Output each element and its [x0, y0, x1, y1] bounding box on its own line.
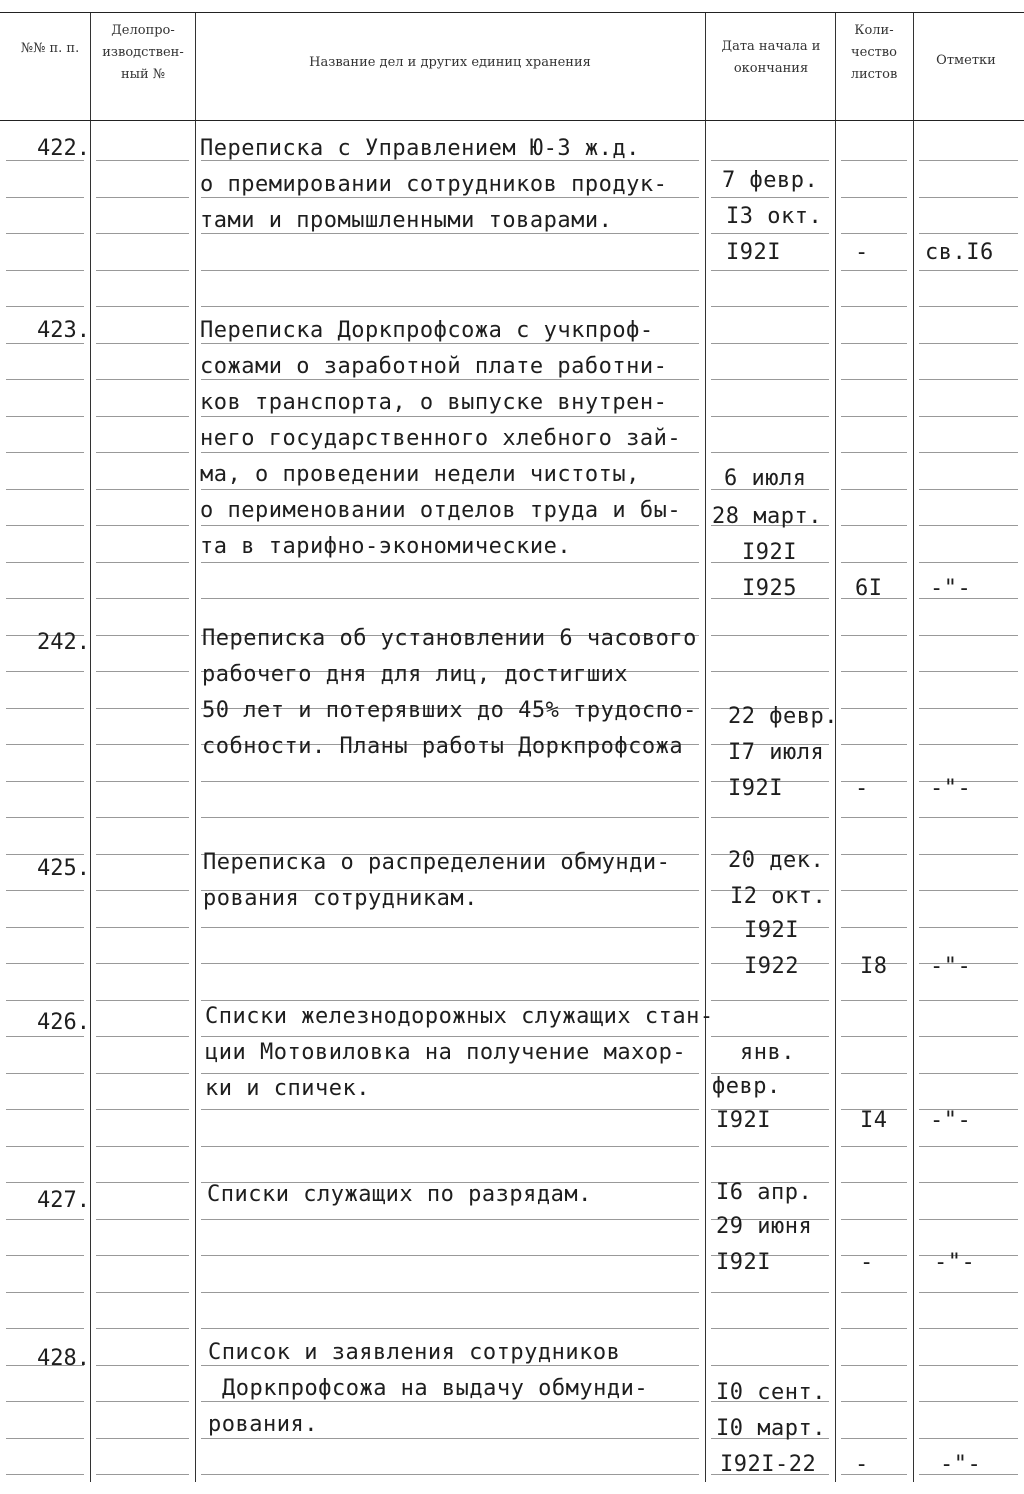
record-sheets: - [855, 240, 869, 265]
ruled-line [841, 854, 907, 855]
ruled-line [96, 927, 189, 928]
record-sheets: - [855, 776, 869, 801]
record-date: 7 февр. [722, 168, 819, 193]
ruled-line [6, 1073, 84, 1074]
record-number: 428. [37, 1346, 90, 1371]
record-title-line: та в тарифно-экономические. [200, 534, 572, 559]
ruled-line [841, 197, 907, 198]
ruled-line [841, 1328, 907, 1329]
ruled-line [919, 379, 1018, 380]
record-title-line: ма, о проведении недели чистоты, [200, 462, 640, 487]
ruled-line [919, 562, 1018, 563]
ruled-line [711, 233, 829, 234]
record-date: 22 февр. [728, 704, 838, 729]
record-date: 29 июня [716, 1214, 813, 1239]
ruled-line [841, 1365, 907, 1366]
record-date: I92I [742, 540, 797, 565]
record-date: янв. [740, 1040, 795, 1065]
ruled-line [6, 1401, 84, 1402]
ruled-line [96, 525, 189, 526]
ruled-line [201, 1474, 699, 1475]
record-sheets: I8 [860, 954, 888, 979]
record-number: 422. [37, 136, 90, 161]
ruled-line [6, 562, 84, 563]
ruled-line [96, 1401, 189, 1402]
ruled-line [96, 1146, 189, 1147]
ruled-line [96, 197, 189, 198]
ruled-line [6, 233, 84, 234]
ruled-line [6, 927, 84, 928]
ruled-line [96, 416, 189, 417]
ruled-line [96, 1438, 189, 1439]
ruled-line [6, 525, 84, 526]
record-title-line: тами и промышленными товарами. [200, 208, 613, 233]
ruled-line [96, 744, 189, 745]
ruled-line [96, 1036, 189, 1037]
ruled-line [711, 270, 829, 271]
ruled-line [841, 1146, 907, 1147]
ruled-line [841, 343, 907, 344]
ruled-line [96, 562, 189, 563]
record-note: -"- [930, 1108, 972, 1133]
ruled-line [96, 635, 189, 636]
ruled-line [6, 489, 84, 490]
ruled-line [201, 1036, 699, 1037]
header-top-rule [0, 12, 1024, 13]
ruled-line [841, 671, 907, 672]
ruled-line [711, 1036, 829, 1037]
record-date: I0 сент. [716, 1380, 826, 1405]
ruled-line [841, 781, 907, 782]
ruled-line [96, 890, 189, 891]
ruled-line [201, 1401, 699, 1402]
ruled-line [919, 343, 1018, 344]
record-title-line: Доркпрофсожа на выдачу обмунди- [222, 1376, 649, 1401]
ruled-line [96, 1255, 189, 1256]
ruled-line [6, 1255, 84, 1256]
column-divider [913, 12, 914, 1482]
ruled-line [919, 854, 1018, 855]
ruled-line [919, 927, 1018, 928]
ruled-line [919, 1146, 1018, 1147]
ruled-line [201, 525, 699, 526]
ruled-line [841, 635, 907, 636]
ruled-line [6, 1182, 84, 1183]
ruled-line [6, 1146, 84, 1147]
ruled-line [841, 452, 907, 453]
ruled-line [96, 306, 189, 307]
record-date: I92I [726, 240, 781, 265]
ruled-line [6, 270, 84, 271]
ruled-line [711, 635, 829, 636]
ruled-line [6, 1438, 84, 1439]
record-note: -"- [934, 1250, 976, 1275]
ruled-line [201, 562, 699, 563]
header-dates: Дата начала и окончания [721, 39, 821, 76]
ruled-line [96, 1182, 189, 1183]
ruled-line [919, 1292, 1018, 1293]
ruled-line [919, 525, 1018, 526]
column-divider [195, 12, 196, 1482]
ruled-line [711, 1365, 829, 1366]
ruled-line [711, 416, 829, 417]
ruled-line [841, 1255, 907, 1256]
record-sheets: I4 [860, 1108, 888, 1133]
ruled-line [96, 1000, 189, 1001]
ruled-line [201, 452, 699, 453]
ruled-line [201, 817, 699, 818]
ruled-line [6, 197, 84, 198]
record-date: 28 март. [712, 504, 822, 529]
record-date: I92I [716, 1250, 771, 1275]
ruled-line [919, 1219, 1018, 1220]
ruled-line [711, 671, 829, 672]
ruled-line [841, 927, 907, 928]
ruled-line [919, 489, 1018, 490]
record-date: I6 апр. [716, 1180, 813, 1205]
ruled-line [919, 635, 1018, 636]
ruled-line [711, 379, 829, 380]
ruled-line [919, 1401, 1018, 1402]
record-date: I3 окт. [726, 204, 823, 229]
ruled-line [841, 1073, 907, 1074]
ruled-line [6, 452, 84, 453]
ruled-line [96, 452, 189, 453]
record-title-line: рования сотрудникам. [203, 886, 478, 911]
ruled-line [6, 781, 84, 782]
record-date: I7 июля [728, 740, 825, 765]
ruled-line [6, 598, 84, 599]
header-notes: Отметки [936, 53, 996, 68]
ruled-line [841, 489, 907, 490]
record-number: 425. [37, 856, 90, 881]
ruled-line [6, 1109, 84, 1110]
ruled-line [711, 1328, 829, 1329]
ruled-line [919, 817, 1018, 818]
ruled-line [841, 1401, 907, 1402]
ruled-line [6, 1474, 84, 1475]
ruled-line [6, 744, 84, 745]
ruled-line [919, 233, 1018, 234]
record-title-line: Переписка об установлении 6 часового [202, 626, 697, 651]
ruled-line [919, 416, 1018, 417]
ruled-line [96, 781, 189, 782]
header-title: Название дел и других единиц хранения [309, 55, 591, 70]
record-title-line: Списки служащих по разрядам. [207, 1182, 592, 1207]
ruled-line [6, 890, 84, 891]
ruled-line [6, 817, 84, 818]
ruled-line [201, 416, 699, 417]
ruled-line [841, 1292, 907, 1293]
ruled-line [841, 233, 907, 234]
record-note: св.I6 [925, 240, 994, 265]
column-divider [90, 12, 91, 1482]
ruled-line [841, 270, 907, 271]
ruled-line [96, 1474, 189, 1475]
record-title-line: ции Мотовиловка на получение махор- [205, 1040, 687, 1065]
ruled-line [201, 963, 699, 964]
ruled-line [201, 489, 699, 490]
record-note: -"- [930, 954, 972, 979]
record-date: I2 окт. [730, 884, 827, 909]
ruled-line [6, 343, 84, 344]
record-date: февр. [712, 1074, 781, 1099]
record-date: I925 [742, 576, 797, 601]
header-bottom-rule [0, 120, 1024, 121]
ruled-line [919, 1365, 1018, 1366]
ruled-line [711, 452, 829, 453]
record-note: -"- [940, 1452, 982, 1477]
ruled-line [919, 744, 1018, 745]
ruled-line [96, 854, 189, 855]
ruled-line [201, 1109, 699, 1110]
ruled-line [201, 1438, 699, 1439]
ruled-line [919, 671, 1018, 672]
record-title-line: Переписка с Управлением Ю-З ж.д. [200, 136, 640, 161]
record-date: I0 март. [716, 1416, 826, 1441]
ruled-line [201, 343, 699, 344]
ruled-line [919, 160, 1018, 161]
ruled-line [96, 379, 189, 380]
record-title-line: ки и спичек. [205, 1076, 370, 1101]
record-title-line: Переписка о распределении обмунди- [203, 850, 671, 875]
record-note: -"- [930, 576, 972, 601]
ruled-line [96, 160, 189, 161]
record-title-line: 50 лет и потерявших до 45% трудоспо- [202, 698, 697, 723]
record-note: -"- [930, 776, 972, 801]
ruled-line [201, 1073, 699, 1074]
ruled-line [96, 708, 189, 709]
record-sheets: - [860, 1250, 874, 1275]
record-title-line: Списки железнодорожных служащих стан- [205, 1004, 714, 1029]
ruled-line [201, 1292, 699, 1293]
ruled-line [201, 306, 699, 307]
ruled-line [841, 744, 907, 745]
record-number: 242. [37, 630, 90, 655]
ruled-line [919, 1182, 1018, 1183]
ruled-line [201, 1255, 699, 1256]
ruled-line [96, 817, 189, 818]
ruled-line [201, 1146, 699, 1147]
ruled-line [96, 489, 189, 490]
header-num: №№ п. п. [20, 41, 80, 56]
ruled-line [6, 1328, 84, 1329]
ruled-line [201, 781, 699, 782]
record-title-line: Переписка Доркпрофсожа с учкпроф- [200, 318, 654, 343]
ruled-line [919, 708, 1018, 709]
ruled-line [919, 306, 1018, 307]
ruled-line [201, 270, 699, 271]
ruled-line [711, 817, 829, 818]
record-date: I92I [744, 918, 799, 943]
record-date: I92I [728, 776, 783, 801]
ruled-line [96, 671, 189, 672]
column-divider [835, 12, 836, 1482]
ruled-line [96, 1292, 189, 1293]
ruled-line [841, 1438, 907, 1439]
ruled-line [6, 963, 84, 964]
ruled-line [201, 1219, 699, 1220]
ruled-line [96, 1365, 189, 1366]
ruled-line [711, 160, 829, 161]
ruled-line [919, 1036, 1018, 1037]
record-title-line: Список и заявления сотрудников [208, 1340, 621, 1365]
ruled-line [919, 890, 1018, 891]
ruled-line [6, 1036, 84, 1037]
record-title-line: о премировании сотрудников продук- [200, 172, 668, 197]
ruled-line [919, 1438, 1018, 1439]
ruled-line [201, 197, 699, 198]
ruled-line [201, 598, 699, 599]
record-title-line: о перименовании отделов труда и бы- [200, 498, 682, 523]
record-title-line: него государственного хлебного зай- [200, 426, 682, 451]
header-sheets: Коли- чество листов [850, 23, 898, 82]
ruled-line [96, 1219, 189, 1220]
ruled-line [711, 1292, 829, 1293]
ruled-line [841, 890, 907, 891]
ruled-line [841, 306, 907, 307]
ruled-line [919, 197, 1018, 198]
ruled-line [96, 270, 189, 271]
ruled-line [841, 416, 907, 417]
record-number: 423. [37, 318, 90, 343]
ruled-line [6, 1000, 84, 1001]
ruled-line [841, 562, 907, 563]
ruled-line [841, 379, 907, 380]
record-title-line: рования. [208, 1412, 318, 1437]
ruled-line [711, 1146, 829, 1147]
record-date: 6 июля [724, 466, 807, 491]
ruled-line [201, 233, 699, 234]
record-title-line: рабочего дня для лиц, достигших [202, 662, 629, 687]
ruled-line [841, 525, 907, 526]
ruled-line [96, 1073, 189, 1074]
ruled-line [841, 1219, 907, 1220]
ruled-line [841, 160, 907, 161]
ruled-line [841, 817, 907, 818]
ruled-line [201, 1000, 699, 1001]
ruled-line [711, 1000, 829, 1001]
ruled-line [96, 343, 189, 344]
ruled-line [841, 708, 907, 709]
ruled-line [841, 1182, 907, 1183]
ruled-line [96, 233, 189, 234]
ruled-line [841, 1036, 907, 1037]
ruled-line [6, 1292, 84, 1293]
ruled-line [201, 1328, 699, 1329]
record-date: I92I [716, 1108, 771, 1133]
ruled-line [841, 1000, 907, 1001]
record-number: 427. [37, 1188, 90, 1213]
ruled-line [6, 708, 84, 709]
ruled-line [6, 379, 84, 380]
ruled-line [96, 598, 189, 599]
ruled-line [96, 1328, 189, 1329]
ruled-line [6, 671, 84, 672]
record-number: 426. [37, 1010, 90, 1035]
ruled-line [201, 1365, 699, 1366]
ruled-line [711, 197, 829, 198]
ruled-line [201, 379, 699, 380]
record-title-line: ков транспорта, о выпуске внутрен- [200, 390, 668, 415]
ruled-line [841, 1474, 907, 1475]
ruled-line [711, 343, 829, 344]
record-title-line: собности. Планы работы Доркпрофсожа [202, 734, 684, 759]
ruled-line [6, 854, 84, 855]
record-date: 20 дек. [728, 848, 825, 873]
ruled-line [919, 452, 1018, 453]
record-sheets: 6I [855, 576, 883, 601]
ruled-line [96, 963, 189, 964]
ruled-line [919, 1328, 1018, 1329]
ruled-line [6, 416, 84, 417]
ruled-line [201, 927, 699, 928]
record-date: I922 [744, 954, 799, 979]
record-sheets: - [855, 1452, 869, 1477]
ruled-line [96, 1109, 189, 1110]
column-divider [705, 12, 706, 1482]
ruled-line [711, 306, 829, 307]
ruled-line [919, 270, 1018, 271]
record-title-line: сожами о заработной плате работни- [200, 354, 668, 379]
ruled-line [919, 1000, 1018, 1001]
header-office-number: Делопро- изводствен- ный № [102, 23, 184, 82]
ruled-line [6, 306, 84, 307]
ruled-line [6, 1219, 84, 1220]
ruled-line [919, 1073, 1018, 1074]
record-date: I92I-22 [720, 1452, 817, 1477]
